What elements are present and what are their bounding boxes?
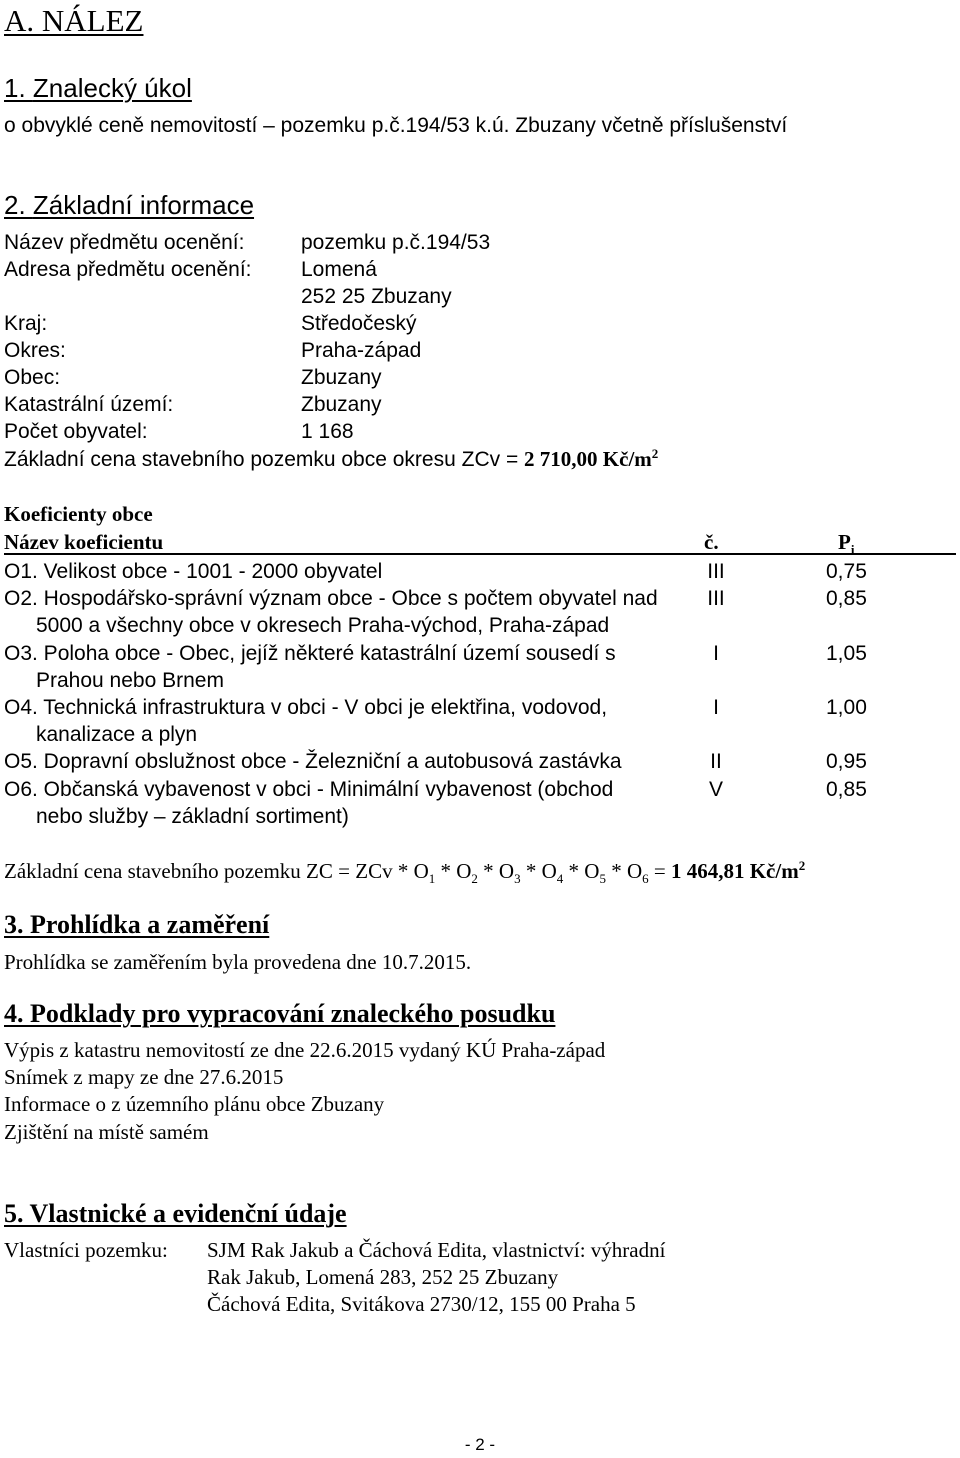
coef-header-rule	[4, 553, 956, 555]
coef-name-continuation: Prahou nebo Brnem	[36, 669, 224, 692]
coef-row-continuation	[4, 667, 956, 694]
coef-col-number: č.	[704, 530, 719, 554]
zc-op-3: * O	[520, 859, 557, 883]
section-2-number: 2.	[4, 190, 33, 220]
info-row	[4, 229, 956, 256]
coef-name-continuation: 5000 a všechny obce v okresech Praha-východ, Praha-západ	[36, 614, 610, 637]
coef-row	[4, 776, 956, 803]
coef-col-p-label: P	[838, 530, 851, 554]
info-label: Počet obyvatel:	[4, 420, 148, 443]
coef-col-name: Název koeficientu	[4, 530, 164, 554]
owners-label: Vlastníci pozemku:	[4, 1238, 168, 1262]
info-row	[4, 337, 956, 364]
coef-row	[4, 558, 956, 585]
coef-name: O5. Dopravní obslužnost obce - Železniční a autobusová zastávka	[4, 750, 622, 773]
coef-value: 0,85	[826, 778, 867, 801]
coef-header	[4, 529, 956, 556]
page-number: - 2 -	[464, 1435, 496, 1454]
coef-row-continuation	[4, 721, 956, 748]
info-row	[4, 391, 956, 418]
zc-op-1: * O	[435, 859, 472, 883]
coef-value: 0,95	[826, 750, 867, 773]
coef-class: II	[710, 750, 722, 773]
section-2-title: Základní informace	[32, 190, 255, 220]
zc-sub-2: 2	[471, 871, 478, 887]
info-label: Okres:	[4, 339, 66, 362]
coef-name: O1. Velikost obce - 1001 - 2000 obyvatel	[4, 560, 383, 583]
coef-row	[4, 640, 956, 667]
coef-row	[4, 748, 956, 775]
coef-row-continuation	[4, 803, 956, 830]
coef-title: Koeficienty obce	[4, 502, 153, 526]
info-row	[4, 418, 956, 445]
zc-op-6: =	[648, 859, 671, 883]
zc-value: 1 464,81 Kč/m	[670, 859, 799, 883]
info-row	[4, 364, 956, 391]
coef-name: O4. Technická infrastruktura v obci - V obci je elektřina, vodovod,	[4, 696, 608, 719]
coef-value: 0,75	[826, 560, 867, 583]
coef-class: V	[708, 778, 723, 801]
coef-name-continuation: kanalizace a plyn	[36, 723, 198, 746]
zc-op-4: * O	[563, 859, 600, 883]
info-value: Středočeský	[301, 312, 417, 335]
coef-name: O3. Poloha obce - Obec, jejíž některé katastrální území sousedí s	[4, 642, 616, 665]
section-3-heading: 3. Prohlídka a zaměření	[4, 910, 270, 939]
coef-value: 1,00	[826, 696, 867, 719]
section-2-heading	[4, 190, 254, 221]
info-value: Lomená	[301, 258, 377, 281]
owner-line: Čáchová Edita, Svitákova 2730/12, 155 00 Praha 5	[207, 1292, 636, 1316]
zc-op-5: * O	[605, 859, 643, 883]
zc-sub-5: 5	[599, 871, 606, 887]
info-value: pozemku p.č.194/53	[301, 231, 491, 254]
coef-name: O6. Občanská vybavenost v obci - Minimální vybavenost (obchod	[4, 778, 614, 801]
section-1-title: Znalecký úkol	[32, 73, 192, 103]
info-label: Obec:	[4, 366, 61, 389]
zcv-line	[4, 446, 658, 473]
source-line: Výpis z katastru nemovitostí ze dne 22.6.2015 vydaný KÚ Praha-západ	[4, 1038, 606, 1062]
page-heading: A. NÁLEZ	[4, 3, 144, 38]
source-line: Informace o z územního plánu obce Zbuzany	[4, 1092, 385, 1116]
owner-line: SJM Rak Jakub a Čáchová Edita, vlastnictví: výhradní	[207, 1238, 666, 1262]
coef-name-continuation: nebo služby – základní sortiment)	[36, 805, 349, 828]
zc-sub-4: 4	[556, 871, 564, 887]
info-row	[4, 256, 956, 283]
zc-formula-text: Základní cena stavebního pozemku ZC = ZCv * O	[4, 859, 429, 883]
coef-row	[4, 694, 956, 721]
source-line: Snímek z mapy ze dne 27.6.2015	[4, 1065, 284, 1089]
coef-col-p-sub: i	[850, 542, 855, 558]
info-label: Adresa předmětu ocenění:	[4, 258, 252, 281]
coef-col-p	[838, 529, 854, 556]
zcv-value: 2 710,00 Kč/m	[524, 447, 652, 471]
info-row	[4, 283, 956, 310]
zcv-text: Základní cena stavebního pozemku obce okresu ZCv =	[4, 448, 525, 471]
section-3-text: Prohlídka se zaměřením byla provedena dne 10.7.2015.	[4, 950, 472, 974]
coef-row	[4, 585, 956, 612]
coef-class: III	[707, 587, 725, 610]
zc-sub-6: 6	[642, 871, 649, 887]
section-4-heading: 4. Podklady pro vypracování znaleckého posudku	[4, 999, 556, 1028]
section-5-heading: 5. Vlastnické a evidenční údaje	[4, 1199, 347, 1228]
info-value: Praha-západ	[301, 339, 422, 362]
info-value: Zbuzany	[301, 393, 382, 416]
coef-class: III	[707, 560, 725, 583]
coef-class: I	[713, 642, 719, 665]
zc-sub-1: 1	[428, 871, 436, 887]
zc-formula	[4, 858, 805, 885]
coef-row-continuation	[4, 612, 956, 639]
coef-name: O2. Hospodářsko-správní význam obce - Obce s počtem obyvatel nad	[4, 587, 658, 610]
zc-exponent: 2	[798, 858, 806, 873]
info-label: Název předmětu ocenění:	[4, 231, 245, 254]
info-value: Zbuzany	[301, 366, 382, 389]
info-row	[4, 310, 956, 337]
zc-sub-3: 3	[514, 871, 521, 887]
section-1-number: 1.	[4, 73, 33, 103]
info-label: Katastrální území:	[4, 393, 174, 416]
zc-op-2: * O	[477, 859, 515, 883]
section-1-text: o obvyklé ceně nemovitostí – pozemku p.č.194/53 k.ú. Zbuzany včetně příslušenství	[4, 114, 788, 137]
coef-value: 0,85	[826, 587, 867, 610]
section-1-heading	[4, 73, 192, 104]
coef-value: 1,05	[826, 642, 867, 665]
coef-class: I	[713, 696, 719, 719]
owner-line: Rak Jakub, Lomená 283, 252 25 Zbuzany	[207, 1265, 559, 1289]
source-line: Zjištění na místě samém	[4, 1120, 209, 1144]
info-value: 1 168	[301, 420, 354, 443]
info-label: Kraj:	[4, 312, 48, 335]
info-value: 252 25 Zbuzany	[301, 285, 452, 308]
zcv-exponent: 2	[651, 446, 659, 461]
